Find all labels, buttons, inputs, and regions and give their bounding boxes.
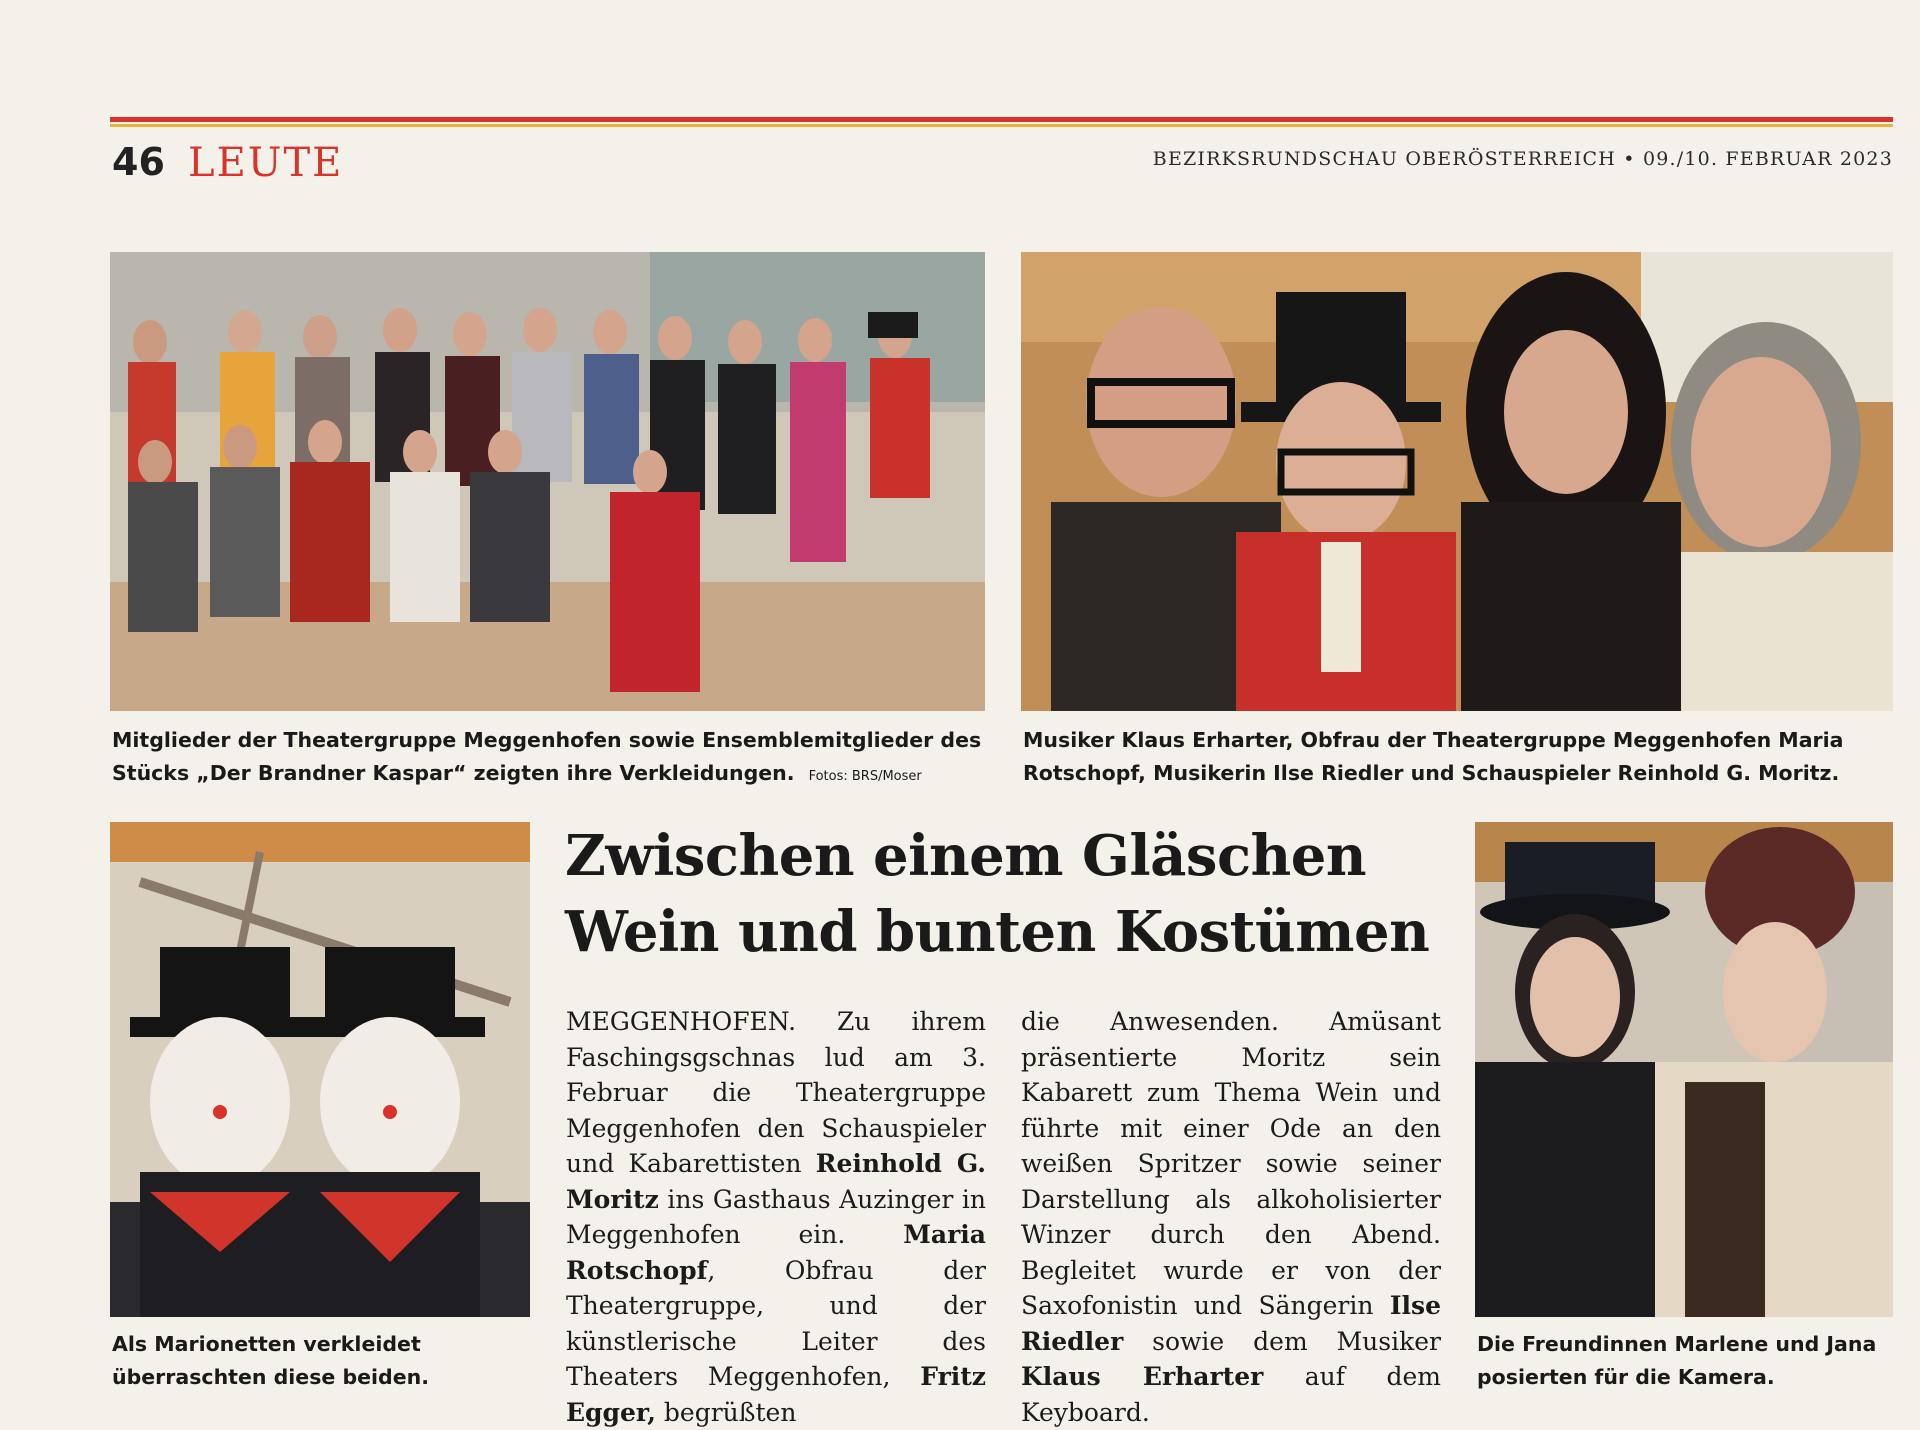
article-name-highlight: Maria Rotschopf [566,1220,986,1285]
article-text-run: sowie dem Musiker [1123,1326,1441,1356]
article-name-highlight: Ilse Riedler [1021,1291,1441,1356]
header-rule-red [110,117,1893,122]
photo-marionettes [110,822,530,1317]
caption-text: Mitglieder der Theatergruppe Meggenhofen sowie Ensemblemitglieder des Stücks „Der Brandner Kaspar“ zeigten ihre Verkleidungen. [112,728,982,785]
article-text-run: begrüßten [655,1397,797,1427]
article-text-run: die Anwesenden. Amüsant präsentierte Moritz sein Kabarett zum Thema Wein und führte mit einer Ode an den weißen Spritzer sowie seiner Darstellung als alkoholisierter Winzer durch den Abend. Begleitet wurde er von der Saxofonistin und Sängerin [1021,1007,1441,1320]
article-column-1 [566,1004,986,1430]
caption-four-guests: Musiker Klaus Erharter, Obfrau der Theatergruppe Meggenhofen Maria Rotschopf, Musikerin Ilse Riedler und Schauspieler Reinhold G. Moritz. [1023,728,1844,785]
caption-marionettes: Als Marionetten verkleidet überraschten diese beiden. [112,1332,430,1389]
article-text-run: MEGGENHOFEN. Zu ihrem Faschingsgschnas lud am 3. Februar die Theatergruppe Meggenhofen den Schauspieler und Kabarettisten [566,1007,986,1178]
article-text-run: ins Gasthaus Auzinger in Meggenhofen ein. [566,1184,986,1249]
article-column-2 [1021,1004,1441,1430]
section-title: LEUTE [188,140,344,186]
header-rule-yellow [110,124,1893,127]
caption-group-costumes [112,724,992,793]
page-number: 46 [112,140,165,184]
article-text-run: , Obfrau der Theatergruppe, und der künstlerische Leiter des Theaters Meggenhofen, [566,1255,986,1391]
article-headline: Zwischen einem Gläschen Wein und bunten Kostümen [565,823,1430,965]
article-name-highlight: Klaus Erharter [1021,1362,1264,1391]
article-name-highlight: Fritz Egger, [566,1362,986,1427]
article-name-highlight: Reinhold G. Moritz [566,1149,986,1214]
masthead: BEZIRKSRUNDSCHAU OBERÖSTERREICH • 09./10. FEBRUAR 2023 [1152,148,1893,170]
photo-four-guests [1021,252,1893,711]
photo-group-costumes [110,252,985,711]
article-text-run: auf dem Keyboard. [1021,1362,1441,1427]
photo-credit: Fotos: BRS/Moser [808,769,922,784]
photo-two-friends [1475,822,1893,1317]
caption-two-friends: Die Freundinnen Marlene und Jana posierten für die Kamera. [1477,1332,1877,1389]
